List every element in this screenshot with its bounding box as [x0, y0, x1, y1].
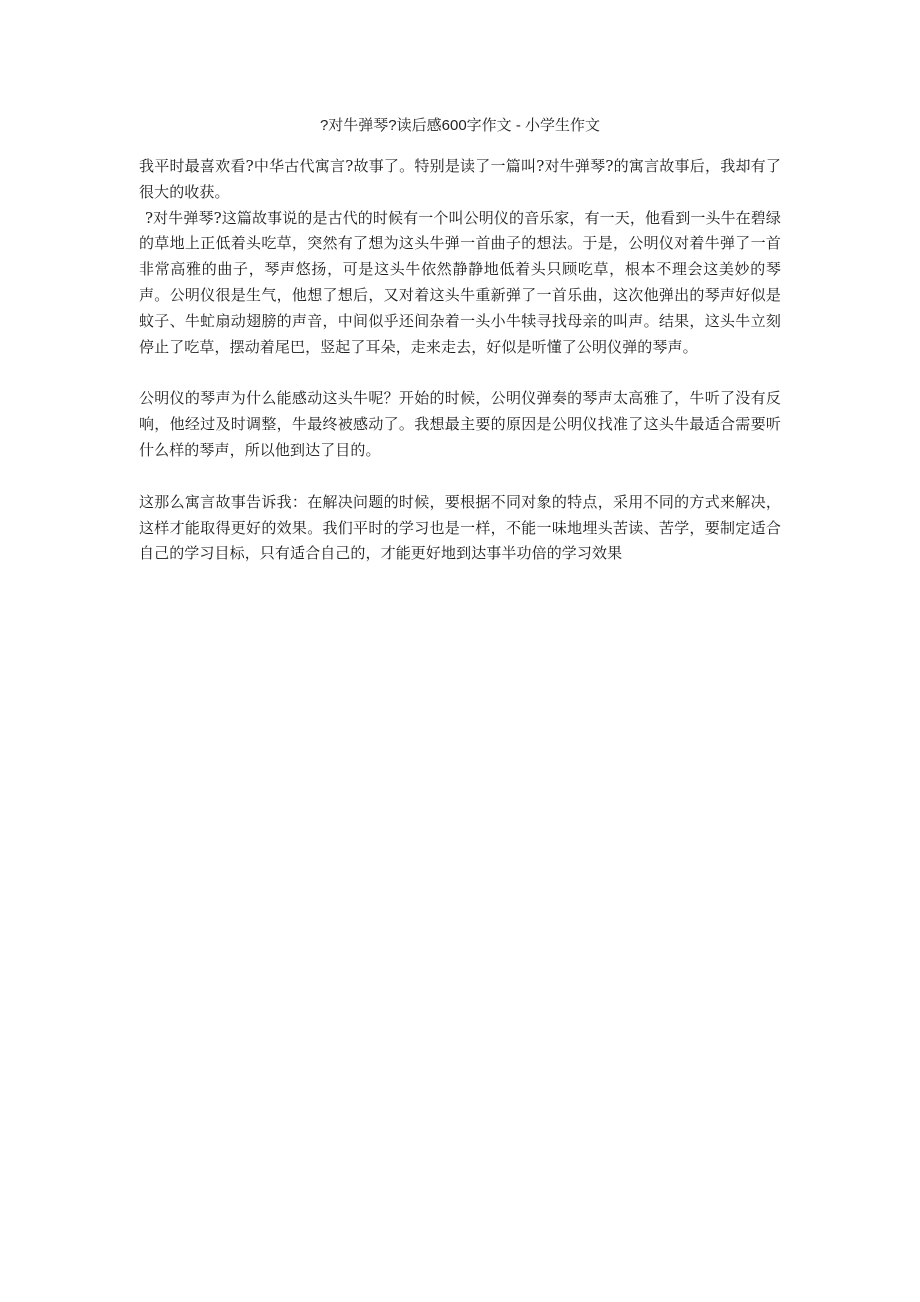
- document-body: [139, 154, 781, 567]
- paragraph-conclusion: 这那么寓言故事告诉我：在解决问题的时候，要根据不同对象的特点，采用不同的方式来解决，这样才能取得更好的效果。我们平时的学习也是一样，不能一味地埋头苦读、苦学，要制定适合自己的学习目标，只有适合自己的，才能更好地到达事半功倍的学习效果: [139, 492, 781, 563]
- paragraph-gap: [139, 360, 781, 386]
- document-title: ?对牛弹琴?读后感600字作文 - 小学生作文: [319, 117, 601, 134]
- paragraph-analysis: 公明仪的琴声为什么能感动这头牛呢？开始的时候，公明仪弹奏的琴声太高雅了，牛听了没有反响，他经过及时调整，牛最终被感动了。我想最主要的原因是公明仪找准了这头牛最适合需要听什么样的琴声，所以他到达了目的。: [139, 389, 781, 459]
- paragraph-gap: [139, 464, 781, 490]
- paragraph-story: ?对牛弹琴?这篇故事说的是古代的时候有一个叫公明仪的音乐家，有一天，他看到一头牛在碧绿的草地上正低着头吃草，突然有了想为这头牛弹一首曲子的想法。于是，公明仪对着牛弹了一首非常高雅的曲子，琴声悠扬，可是这头牛依然静静地低着头只顾吃草，根本不理会这美妙的琴声。公明仪很是生气，他想了想后，又对着这头牛重新弹了一首乐曲，这次他弹出的琴声好似是蚊子、牛虻扇动翅膀的声音，中间似乎还间杂着一头小牛犊寻找母亲的叫声。结果，这头牛立刻停止了吃草，摆动着尾巴，竖起了耳朵，走来走去，好似是听懂了公明仪弹的琴声。: [139, 208, 781, 356]
- paragraph-intro: 我平时最喜欢看?中华古代寓言?故事了。特别是读了一篇叫?对牛弹琴?的寓言故事后，我却有了很大的收获。: [139, 157, 781, 201]
